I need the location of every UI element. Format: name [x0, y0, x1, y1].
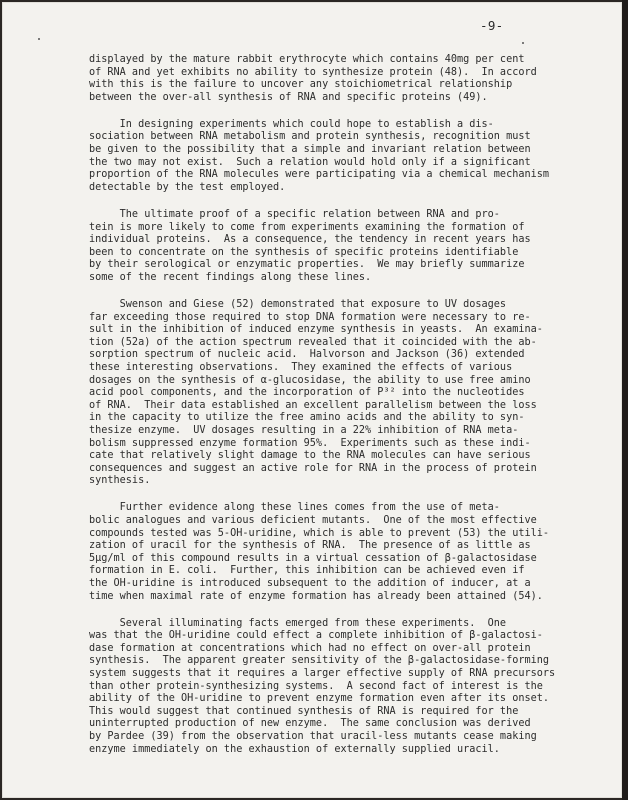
text-line: Further evidence along these lines comes from the use of meta-: [89, 502, 500, 514]
text-line: system suggests that it requires a larger effective supply of RNA precursors: [89, 668, 556, 680]
text-line: thesize enzyme. UV dosages resulting in a 22% inhibition of RNA meta-: [89, 424, 519, 436]
text-line: Swenson and Giese (52) demonstrated that exposure to UV dosages: [89, 299, 507, 310]
text-line: enzyme immediately on the exhaustion of externally supplied uracil.: [89, 743, 500, 755]
text-line: was that the OH-uridine could effect a complete inhibition of β-galactosi-: [89, 630, 543, 642]
text-line: tion (52a) of the action spectrum revealed that it coincided with the ab-: [89, 336, 537, 348]
text-line: uninterrupted production of new enzyme. The same conclusion was derived: [89, 718, 531, 730]
text-line: cate that relatively slight damage to the RNA molecules can have serious: [89, 450, 531, 462]
text-line: far exceeding those required to stop DNA formation were necessary to re-: [89, 311, 531, 323]
paragraph: [89, 209, 529, 285]
text-line: bolic analogues and various deficient mutants. One of the most effective: [89, 515, 537, 526]
text-line: between the over-all synthesis of RNA and specific proteins (49).: [89, 91, 488, 103]
text-line: 5μg/ml of this compound results in a virtual cessation of β-galactosidase: [89, 552, 537, 564]
text-line: the two may not exist. Such a relation would hold only if a significant: [89, 156, 531, 168]
text-line: consequences and suggest an active role for RNA in the process of protein: [89, 462, 537, 474]
text-line: been to concentrate on the synthesis of specific proteins identifiable: [89, 246, 519, 258]
text-line: than other protein-synthesizing systems. A second fact of interest is the: [89, 680, 543, 692]
text-line: ability of the OH-uridine to prevent enzyme formation even after its onset.: [89, 693, 550, 705]
text-line: proportion of the RNA molecules were participating via a chemical mechanism: [89, 169, 550, 181]
paragraph: [89, 502, 550, 603]
page-number: -9-: [480, 18, 504, 33]
text-line: zation of uracil for the synthesis of RNA. The presence of as little as: [89, 540, 531, 552]
text-line: dase formation at concentrations which had no effect on over-all protein: [89, 642, 531, 654]
text-line: Several illuminating facts emerged from these experiments. One: [89, 617, 507, 629]
paper-speck: [38, 38, 40, 40]
text-line: of RNA. Their data established an excellent parallelism between the loss: [89, 399, 537, 411]
text-line: by Pardee (39) from the observation that uracil-less mutants cease making: [89, 731, 537, 742]
text-line: sult in the inhibition of induced enzyme synthesis in yeasts. An examina-: [89, 324, 543, 336]
text-line: This would suggest that continued synthesis of RNA is required for the: [89, 705, 519, 717]
text-line: The ultimate proof of a specific relation between RNA and pro-: [89, 208, 500, 220]
text-line: the OH-uridine is introduced subsequent to the addition of inducer, at a: [89, 577, 531, 589]
text-line: with this is the failure to uncover any stoichiometrical relationship: [89, 79, 513, 91]
paragraph: [89, 118, 550, 195]
paragraph: [89, 54, 537, 104]
text-line: acid pool components, and the incorporation of P³² into the nucleotides: [89, 387, 525, 399]
text-line: sociation between RNA metabolism and protein synthesis, recognition must: [89, 131, 531, 143]
text-line: displayed by the mature rabbit erythrocyte which contains 40mg per cent: [89, 54, 525, 65]
text-line: sorption spectrum of nucleic acid. Halvorson and Jackson (36) extended: [89, 349, 525, 361]
text-line: synthesis.: [89, 475, 151, 487]
paper-speck: [522, 42, 524, 44]
text-line: some of the recent findings along these lines.: [89, 271, 372, 283]
text-line: In designing experiments which could hope to establish a dis-: [89, 118, 494, 130]
scan-edge: [622, 0, 628, 800]
text-line: synthesis. The apparent greater sensitivity of the β-galactosidase-forming: [89, 655, 550, 667]
paragraph: [89, 299, 543, 488]
text-line: dosages on the synthesis of α-glucosidase, the ability to use free amino: [89, 374, 531, 386]
paragraph: [89, 617, 556, 757]
body-text: [89, 54, 556, 771]
text-line: individual proteins. As a consequence, the tendency in recent years has: [89, 234, 531, 246]
text-line: be given to the possibility that a simple and invariant relation between: [89, 144, 531, 156]
text-line: detectable by the test employed.: [89, 181, 286, 193]
text-line: these interesting observations. They examined the effects of various: [89, 361, 513, 373]
text-line: in the capacity to utilize the free amino acids and the ability to syn-: [89, 412, 525, 424]
text-line: of RNA and yet exhibits no ability to synthesize protein (48). In accord: [89, 66, 537, 78]
text-line: by their serological or enzymatic properties. We may briefly summarize: [89, 259, 525, 271]
text-line: time when maximal rate of enzyme formation has already been attained (54).: [89, 590, 543, 602]
text-line: bolism suppressed enzyme formation 95%. Experiments such as these indi-: [89, 437, 531, 449]
text-line: compounds tested was 5-OH-uridine, which is able to prevent (53) the utili-: [89, 527, 550, 539]
text-line: tein is more likely to come from experiments examining the formation of: [89, 221, 525, 233]
document-page: [2, 2, 622, 798]
text-line: formation in E. coli. Further, this inhibition can be achieved even if: [89, 565, 525, 577]
